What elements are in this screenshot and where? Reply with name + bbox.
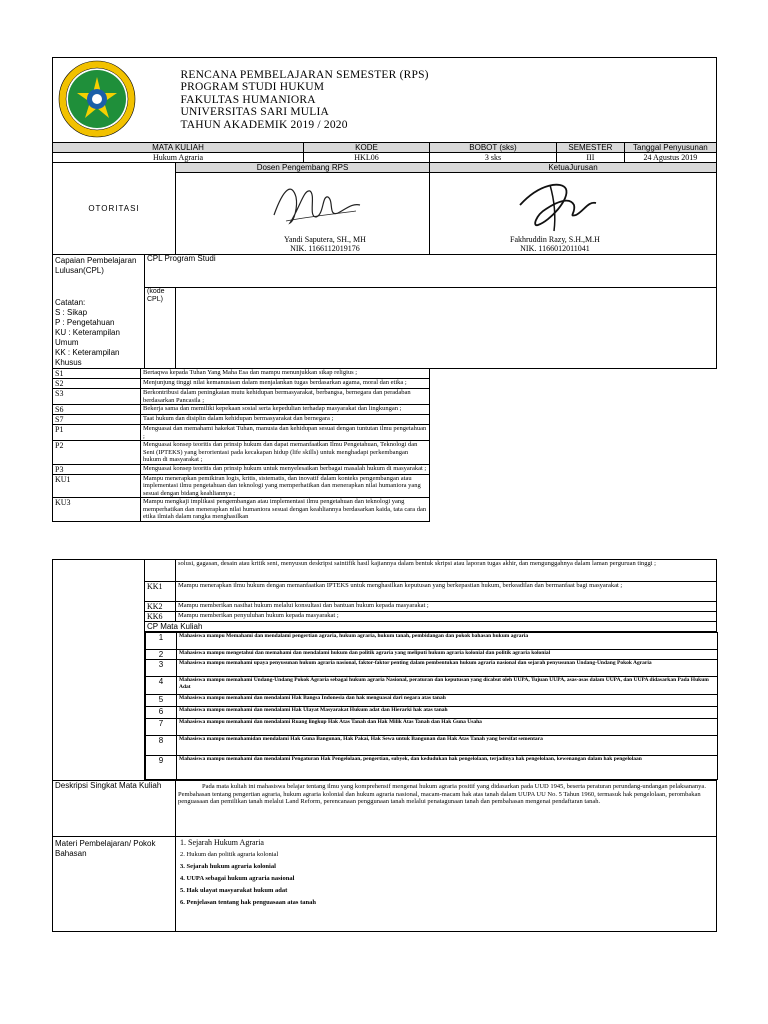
materi-label bbox=[53, 837, 176, 932]
cpl-code: S6 bbox=[53, 405, 141, 415]
cpmk-row bbox=[146, 695, 718, 707]
cpmk-number: 7 bbox=[146, 719, 177, 736]
deskripsi-label: Deskripsi Singkat Mata Kuliah bbox=[53, 781, 176, 837]
course-value-kode: HKL06 bbox=[304, 153, 430, 163]
cpl-code: S1 bbox=[53, 369, 141, 379]
cpmk-number: 6 bbox=[146, 707, 177, 719]
rps-page-2 bbox=[52, 559, 716, 932]
deskripsi-text: Pada mata kuliah ini mahasiswa belajar tentang ilmu yang komprehensif mengenai hukum agraria positif yang didasarkan pada UUD 1945, beserta peraturan perundang-undangan pelaksananya. Pembahasan tentang pengertian agraria, hukum agraria kolonial dan hukum agraria nasional, macam-macam hak atas tanah dalam UUPA UU No. 5 Tahun 1960, termasuk hak pengelolaan, perombakan penguasaan dan pemilikan tanah melalui Land Reform, perencanaan penggunaan tanah melalui penatagunaan tanah dan pembahasan mengenai pendaftaran tanah. bbox=[176, 781, 717, 837]
cpl-rows bbox=[53, 369, 717, 522]
cpl-text: Taat hukum dan disiplin dalam kehidupan bermasyarakat dan bernegara ; bbox=[141, 415, 430, 425]
cpmk-row bbox=[146, 719, 718, 736]
cpl-text: Bertaqwa kepada Tuhan Yang Maha Esa dan mampu menunjukkan sikap religius ; bbox=[141, 369, 430, 379]
kk-code-1: KK1 bbox=[145, 582, 176, 602]
header-line-3: FAKULTAS HUMANIORA bbox=[180, 93, 316, 106]
cpmk-row bbox=[146, 756, 718, 780]
cpmk-number: 4 bbox=[146, 677, 177, 695]
cpmk-text: Mahasiswa mampu memahami Undang-Undang Pokok Agraria sebagai hukum agraria Nasional, peraturan dan keputusan yang dicabut oleh UUPA, Tujuan UUPA, asas-asas dalam UUPA, dan UUPA didasarkan Pada Hukum Adat bbox=[177, 677, 718, 695]
cpl-code-header-spacer bbox=[176, 287, 717, 368]
cpl-label: Capaian Pembelajaran Lulusan(CPL) bbox=[55, 256, 137, 275]
header-line-1: RENCANA PEMBELAJARAN SEMESTER (RPS) bbox=[180, 68, 429, 81]
cpmk-text: Mahasiswa mampu memahami dan mendalami Ruang lingkup Hak Atas Tanah dan Hak Milik Atas Tanah dan Hak Guna Usaha bbox=[177, 719, 718, 736]
header-line-4: UNIVERSITAS SARI MULIA bbox=[180, 106, 330, 119]
cpl-code: P2 bbox=[53, 441, 141, 465]
cpl-text: Menguasai konsep teoritis dan prinsip hukum dan dapat memanfaatkan Ilmu Pengetahuan, Teknologi dan Seni (IPTEKS) yang berorientasi pada kecakapan hidup (life skills) untuk menghadapi perkembangan hukum di masyarakat ; bbox=[141, 441, 430, 465]
kk-code-3: KK6 bbox=[145, 612, 176, 622]
cpmk-text: Mahasiswa mampu Memahami dan mendalami pengertian agraria, hukum agraria, hukum tanah, pembidangan dan pokok bahasan hukum agraria bbox=[177, 633, 718, 650]
cpmk-row bbox=[146, 707, 718, 719]
materi-item: 6. Penjelasan tentang hak penguasaan atas tanah bbox=[180, 899, 316, 906]
page2-left-blank bbox=[53, 560, 145, 781]
cpmk-text: Mahasiswa mampu memahami dan mendalami Hak Bangsa Indonesia dan hak menguasai dari negara atas tanah bbox=[177, 695, 718, 707]
cpl-row bbox=[53, 464, 717, 474]
cpl-row bbox=[53, 369, 717, 379]
cpmk-number: 1 bbox=[146, 633, 177, 650]
course-value-bobot: 3 sks bbox=[430, 153, 557, 163]
cpl-text: Menguasai dan memahami hakekat Tuhan, manusia dan kehidupan sesuai dengan tuntutan ilmu pengetahuan ; bbox=[141, 425, 430, 441]
course-header-bobot: BOBOT (sks) bbox=[430, 143, 557, 153]
header-title-cell bbox=[141, 58, 717, 143]
rps-page-1 bbox=[52, 57, 716, 522]
note-5: KK : Keterampilan Khusus bbox=[55, 348, 120, 367]
cpl-code: S2 bbox=[53, 379, 141, 389]
cpl-text: Mampu mengkaji implikasi pengembangan atau implementasi ilmu pengetahuan dan teknologi yang memperhatikan dan menerapkan nilai humaniora sesuai dengan keahliannya berdasarkan kaida, tata cara dan etika ilmiah dalam rangka menghasilkan bbox=[141, 498, 430, 522]
cpmk-text: Mahasiswa mampu memahamidan mendalami Hak Guna Bangunan, Hak Pakai, Hak Sewa untuk Bangunan dan Hak Atas Tanah yang bersifat sementara bbox=[177, 736, 718, 756]
course-header-mata-kuliah: MATA KULIAH bbox=[53, 143, 304, 153]
cpmk-number: 5 bbox=[146, 695, 177, 707]
kk-text-1: Mampu menerapkan ilmu hukum dengan memanfaatkan IPTEKS untuk menghasilkan keputusan yang berkepastian hukum, berkeadilan dan bermanfaat bagi masyarakat ; bbox=[176, 582, 717, 602]
ketua-nik: NIK. 1166012011041 bbox=[520, 244, 590, 253]
cpl-row bbox=[53, 425, 717, 441]
course-header-tanggal: Tanggal Penyusunan bbox=[633, 143, 708, 152]
logo-cell bbox=[53, 58, 141, 143]
course-header-tanggal-semester bbox=[557, 143, 717, 153]
cpmk-text: Mahasiswa mampu memahami upaya penyusunan hukum agraria nasional, faktor-faktor penting dalam pembentukan hukum agraria nasional dan sejarah penyusunan Undang-Undang Pokok Agraria bbox=[177, 660, 718, 677]
otorisasi-label bbox=[53, 163, 176, 255]
materi-label-text: Materi Pembelajaran/ Pokok Bahasan bbox=[55, 839, 156, 858]
cpl-text: Menguasai konsep teoritis dan prinsip hukum untuk menyelesaikan berbagai masalah hukum di masyarakat ; bbox=[141, 464, 430, 474]
cpl-code: S3 bbox=[53, 389, 141, 405]
ketua-header: KetuaJurusan bbox=[430, 163, 717, 173]
otorisasi-label-text: OTORITASI bbox=[88, 204, 140, 213]
cpmk-number: 2 bbox=[146, 650, 177, 660]
note-3: P : Pengetahuan bbox=[55, 318, 115, 327]
dosen-signature bbox=[266, 177, 366, 229]
ketua-signature-cell bbox=[430, 173, 717, 255]
cpmk-number: 3 bbox=[146, 660, 177, 677]
cpl-section-header: CPL Program Studi bbox=[145, 255, 717, 288]
ketua-signature bbox=[510, 175, 610, 235]
cpl-text: Berkontribusi dalam peningkatan mutu kehidupan bermasyarakat, berbangsa, bernegara dan peradaban berdasarkan Pancasila ; bbox=[141, 389, 430, 405]
cpmk-number: 9 bbox=[146, 756, 177, 780]
cpl-code: P3 bbox=[53, 464, 141, 474]
cpmk-rows bbox=[146, 633, 718, 780]
course-header-semester: SEMESTER bbox=[557, 143, 625, 152]
cpl-code: P1 bbox=[53, 425, 141, 441]
cpl-text: Bekerja sama dan memiliki kepekaan sosial serta kepedulian terhadap masyarakat dan lingkungan ; bbox=[141, 405, 430, 415]
cpl-code: KU1 bbox=[53, 474, 141, 498]
course-header-kode: KODE bbox=[304, 143, 430, 153]
header-line-5: TAHUN AKADEMIK 2019 / 2020 bbox=[180, 118, 348, 131]
cpl-row bbox=[53, 498, 717, 522]
cpl-row bbox=[53, 389, 717, 405]
cpl-text: Menjunjung tinggi nilai kemanusiaan dalam menjalankan tugas berdasarkan agama, moral dan etika ; bbox=[141, 379, 430, 389]
cpl-row bbox=[53, 441, 717, 465]
materi-list bbox=[176, 837, 717, 932]
kk-code-2: KK2 bbox=[145, 602, 176, 612]
cpl-code: KU3 bbox=[53, 498, 141, 522]
materi-item: 1. Sejarah Hukum Agraria bbox=[180, 838, 264, 847]
cpmk-header: CP Mata Kuliah bbox=[145, 622, 717, 632]
cpmk-row bbox=[146, 736, 718, 756]
dosen-header: Dosen Pengembang RPS bbox=[176, 163, 430, 173]
course-value-tanggal: 24 Agustus 2019 bbox=[643, 153, 698, 162]
cpmk-container bbox=[145, 632, 717, 781]
dosen-nik: NIK. 1166112019176 bbox=[290, 244, 360, 253]
cpmk-row bbox=[146, 650, 718, 660]
cpmk-text: Mahasiswa mampu mengetahui dan memahami dan mendalami hukum dan politik agraria yang meliputi hukum agraria kolonial dan politik agraria kolonial bbox=[177, 650, 718, 660]
continuation-code bbox=[145, 560, 176, 582]
note-1: Catatan: bbox=[55, 298, 86, 307]
materi-rows bbox=[180, 837, 714, 909]
ketua-name: Fakhruddin Razy, S.H.,M.H bbox=[510, 235, 600, 244]
cpl-code: S7 bbox=[53, 415, 141, 425]
materi-item: 5. Hak ulayat masyarakat hukum adat bbox=[180, 887, 288, 894]
continuation-text: solusi, gagasan, desain atau kritik seni, menyusun deskripsi saintifik hasil kajiannya dalam bentuk skripsi atau laporan tugas akhir, dan mengunggahnya dalam laman perguruan tinggi ; bbox=[176, 560, 717, 582]
cpmk-row bbox=[146, 660, 718, 677]
materi-item: 3. Sejarah hukum agraria kolonial bbox=[180, 863, 276, 870]
materi-item: 2. Hukum dan politik agraria kolonial bbox=[180, 851, 279, 858]
dosen-signature-cell bbox=[176, 173, 430, 255]
cpmk-text: Mahasiswa mampu memahami dan mendalami Pengaturan Hak Pengelolaan, pengertian, subyek, dan kedudukan hak pengelolaan, terjadinya hak pengelolaan, kewenangan dalam hak pengelolaan bbox=[177, 756, 718, 780]
cpl-row bbox=[53, 405, 717, 415]
kk-text-2: Mampu memberikan nasihat hukum melalui konsultasi dan bantuan hukum kepada masyarakat ; bbox=[176, 602, 717, 612]
note-4: KU : Keterampilan Umum bbox=[55, 328, 120, 347]
cpl-text: Mampu menerapkan pemikiran logis, kritis, sistematis, dan inovatif dalam konteks pengembangan atau implementasi ilmu pengetahuan dan teknologi yang memperhatikan dan menerapkan nilai humaniora yang sesuai dengan bidang keahliannya ; bbox=[141, 474, 430, 498]
course-value-tanggal-semester bbox=[557, 153, 717, 163]
cpl-row bbox=[53, 474, 717, 498]
header-line-2: PROGRAM STUDI HUKUM bbox=[180, 81, 325, 94]
cpl-code-header: (kode CPL) bbox=[145, 287, 176, 368]
cpmk-row bbox=[146, 633, 718, 650]
cpl-row bbox=[53, 415, 717, 425]
dosen-name: Yandi Saputera, SH., MH bbox=[284, 235, 366, 244]
cpmk-number: 8 bbox=[146, 736, 177, 756]
cpl-row bbox=[53, 379, 717, 389]
cpmk-text: Mahasiswa mampu memahami dan mendalami Hak Ulayat Masyarakat Hukum adat dan Hierarki hak atas tanah bbox=[177, 707, 718, 719]
university-logo bbox=[57, 59, 137, 139]
cpl-left-cell bbox=[53, 255, 145, 369]
note-2: S : Sikap bbox=[55, 308, 88, 317]
kk-text-3: Mampu memberikan penyuluhan hukum kepada masyarakat ; bbox=[176, 612, 717, 622]
cpmk-row bbox=[146, 677, 718, 695]
course-value-mata-kuliah: Hukum Agraria bbox=[53, 153, 304, 163]
materi-item: 4. UUPA sebagai hukum agraria nasional bbox=[180, 875, 295, 882]
course-value-semester: III bbox=[557, 153, 625, 162]
